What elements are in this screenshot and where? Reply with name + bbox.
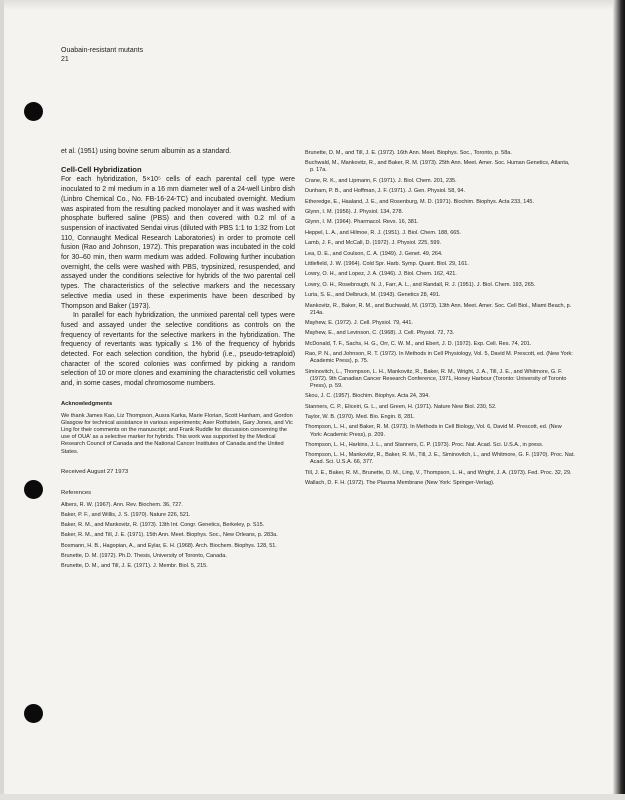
scan-edge-left [0,0,4,800]
received-date: Received August 27 1973 [61,468,129,475]
reference-item: Baker, P. F., and Willis, J. S. (1970). Nature 226, 521. [61,512,191,519]
reference-item: Glynn, I. M. (1956). J. Physiol. 134, 278. [305,209,404,216]
reference-item: Bosmann, H. B., Hagopian, A., and Eylar, E. H. (1968). Arch. Biochem. Biophys. 128, 51. [61,542,277,549]
reference-item: Buchwald, M., Mankovitz, R., and Baker, R. M. (1973). 25th Ann. Meet. Amer. Soc. Human Genetics, Atlanta, p. 17a. [305,160,570,174]
scan-edge-top [0,0,625,10]
reference-item: McDonald, T. F., Sachs, H. G., Orr, C. W. M., and Ebert, J. D. (1972). Exp. Cell. Res. 74, 201. [305,340,532,347]
acknowledgments-heading: Acknowledgments [61,400,113,407]
reference-item: Lea, D. E., and Coulson, C. A. (1949). J. Genet. 49, 264. [305,250,443,257]
reference-item: Baker, R. M., and Till, J. E. (1971). 15th Ann. Meet. Biophys. Soc., New Orleans, p. 283a. [61,532,278,539]
reference-item: Mayhew, E. (1972). J. Cell. Physiol. 79, 441. [305,320,413,327]
section-heading: Cell-Cell Hybridization [61,164,142,174]
reference-item: Lowry, O. H., and Lopez, J. A. (1946). J. Biol. Chem. 162, 421. [305,271,457,278]
reference-item: Heppel, L. A., and Hilmoe, R. J. (1951). J. Biol. Chem. 188, 665. [305,229,461,236]
right-column [305,150,575,491]
reference-item: Mayhew, E., and Levinson, C. (1968). J. Cell. Physiol. 72, 73. [305,330,455,337]
left-column [61,147,295,573]
reference-item: Mankovitz, R., Baker, R. M., and Buchwald, M. (1973). 13th Ann. Meet. Amer. Soc. Cell Biol., Miami Beach, p. 214a. [305,302,572,316]
reference-item: Wallach, D. F. H. (1972). The Plasma Membrane (New York: Springer-Verlag). [305,480,495,487]
reference-item: Littlefield, J. W. (1964). Cold Spr. Harb. Symp. Quant. Biol. 29, 161. [305,261,469,267]
continuation-text: et al. (1951) using bovine serum albumin as a standard. [61,148,232,155]
reference-item: Skou, J. C. (1957). Biochim. Biophys. Acta 24, 394. [305,393,430,400]
reference-item: Till, J. E., Baker, R. M., Brunette, D. M., Ling, V., Thompson, L. H., and Wright, J. A. (1973). Fed. Proc. 32, 29. [305,469,572,476]
punch-hole-bottom [24,704,43,723]
body-paragraph-2: In parallel for each hybridization, the unmixed parental cell types were fused and assayed under the selective conditions as controls on the frequency of revertants for the selective markers in the hybridization. The frequency of revertants was typically ≤ 1% of the frequency of hybrids detected. For each selection condition, the hybrid (i.e., pseudo-tetraploid) character of the scored colonies was confirmed by picking a random selection of 10 or more clones and examining the characteristic cell volumes and, in some cases, modal chromosome numbers. [61,312,295,388]
reference-item: Crane, R. K., and Lipmann, F. (1971). J. Biol. Chem. 201, 235. [305,177,457,184]
punch-hole-top [24,102,43,121]
reference-item: Dunham, P. B., and Hoffman, J. F. (1971). J. Gen. Physiol. 58, 94. [305,188,465,195]
body-paragraph-1: For each hybridization, 5×10⁵ cells of each parental cell type were inoculated to 2 ml medium in a 16 mm diameter well of a 24-well Linbro dish (Linbro Chemical Co., No. FB-16-24-TC) and incubated overnight. Medium was aspirated from the resulting packed monolayer and it was washed with phosphate buffered saline (PBS) and then covered with 0.2 ml of a suspension of inactivated Sendai virus (diluted with PBS 1:1 to 1:32 from Lot 110, Connaught Medical Research Laboratories) in order to promote cell fusion (Rao and Johnson, 1972). This preparation was incubated in the cold for 30–60 min, then warm medium was added. Following further incubation overnight, the cells were washed with PBS, trypsinized, resuspended, and assayed under the conditions selective for hybrids of the two parental cell types. The characteristics of the selective markers and the necessary selective media used in these experiments have been described by Thompson and Baker (1973). [61,176,295,310]
reference-item: Siminovitch, L., Thompson, L. H., Mankovitz, R., Baker, R. M., Wright, J. A., Till, J. E., and Whitmore, G. F. (1972). 9th Canadian Cancer Research Conference, 1971, Honey Harbour (Toronto: University of Toronto Press), p. 59. [305,368,567,389]
page-number: 21 [61,56,69,63]
running-title: Ouabain-resistant mutants [61,47,144,54]
reference-item: Taylor, W. B. (1970). Med. Bio. Engin. 8, 281. [305,414,415,421]
reference-item: Thompson, L. H., Mankovitz, R., Baker, R. M., Till, J. E., Siminovitch, L., and Whitmore, G. F. (1970). Proc. Nat. Acad. Sci. U.S.A. 66, 377. [305,452,575,466]
reference-item: Brunette, D. M. (1972). Ph.D. Thesis, University of Toronto, Canada. [61,552,227,559]
reference-item: Albers, R. W. (1967). Ann. Rev. Biochem. 36, 727. [61,502,183,509]
reference-item: Stanners, C. P., Eliceiri, G. L., and Green, H. (1971). Nature New Biol. 230, 52. [305,403,497,410]
punch-hole-middle [24,480,43,499]
reference-item: Etheredge, E., Haaland, J. E., and Rosenburg, M. D. (1971). Biochim. Biophys. Acta 233, 145. [305,198,534,205]
reference-item: Baker, R. M., and Mankovitz, R. (1973). 13th Int. Congr. Genetics, Berkeley, p. S15. [61,522,265,529]
reference-item: Lowry, O. H., Rosebrough, N. J., Farr, A. L., and Randall, R. J. (1951). J. Biol. Chem. 193, 265. [305,281,536,288]
reference-item: Thompson, L. H., Harkins, J. L., and Stanners, C. P. (1973). Proc. Nat. Acad. Sci. U.S.A., in press. [305,441,544,448]
reference-item: Lamb, J. F., and McCall, D. (1972). J. Physiol. 225, 599. [305,240,442,247]
scan-edge-bottom [0,794,625,800]
reference-item: Thompson, L. H., and Baker, R. M. (1973). In Methods in Cell Biology, Vol. 6, David M. Prescott, ed. (New York: Academic Press), p. 209. [305,424,562,438]
acknowledgments-text: We thank James Kao, Liz Thompson, Ausra Karka, Marie Florian, Scott Hanham, and Gordon Glasgow for technical assistance in various experiments; Aser Rothstein, Gary Jones, and Vic Ling for their comments on the manuscript; and Frank Ruddle for discussion concerning the use of OUA' as a selective marker for hybrids. This work was supported by the Medical Research Council of Canada and the National Cancer Institutes of Canada and the United States. [61,412,293,455]
reference-item: Luria, S. E., and Delbruck, M. (1943). Genetics 28, 491. [305,292,441,299]
page-header [61,46,143,64]
reference-item: Brunette, D. M., and Till, J. E. (1971). J. Membr. Biol. 5, 215. [61,562,208,569]
reference-item: Glynn, I. M. (1964). Pharmacol. Revs. 16, 381. [305,219,419,226]
reference-item: Rao, P. N., and Johnson, R. T. (1972). In Methods in Cell Physiology, Vol. 5, David M. Prescott, ed. (New York: Academic Press), p. 75. [305,351,573,365]
scan-edge-right [613,0,625,800]
references-heading: References [61,489,92,496]
reference-item: Brunette, D. M., and Till, J. E. (1972). 16th Ann. Meet. Biophys. Soc., Toronto, p. 58a. [305,150,512,156]
